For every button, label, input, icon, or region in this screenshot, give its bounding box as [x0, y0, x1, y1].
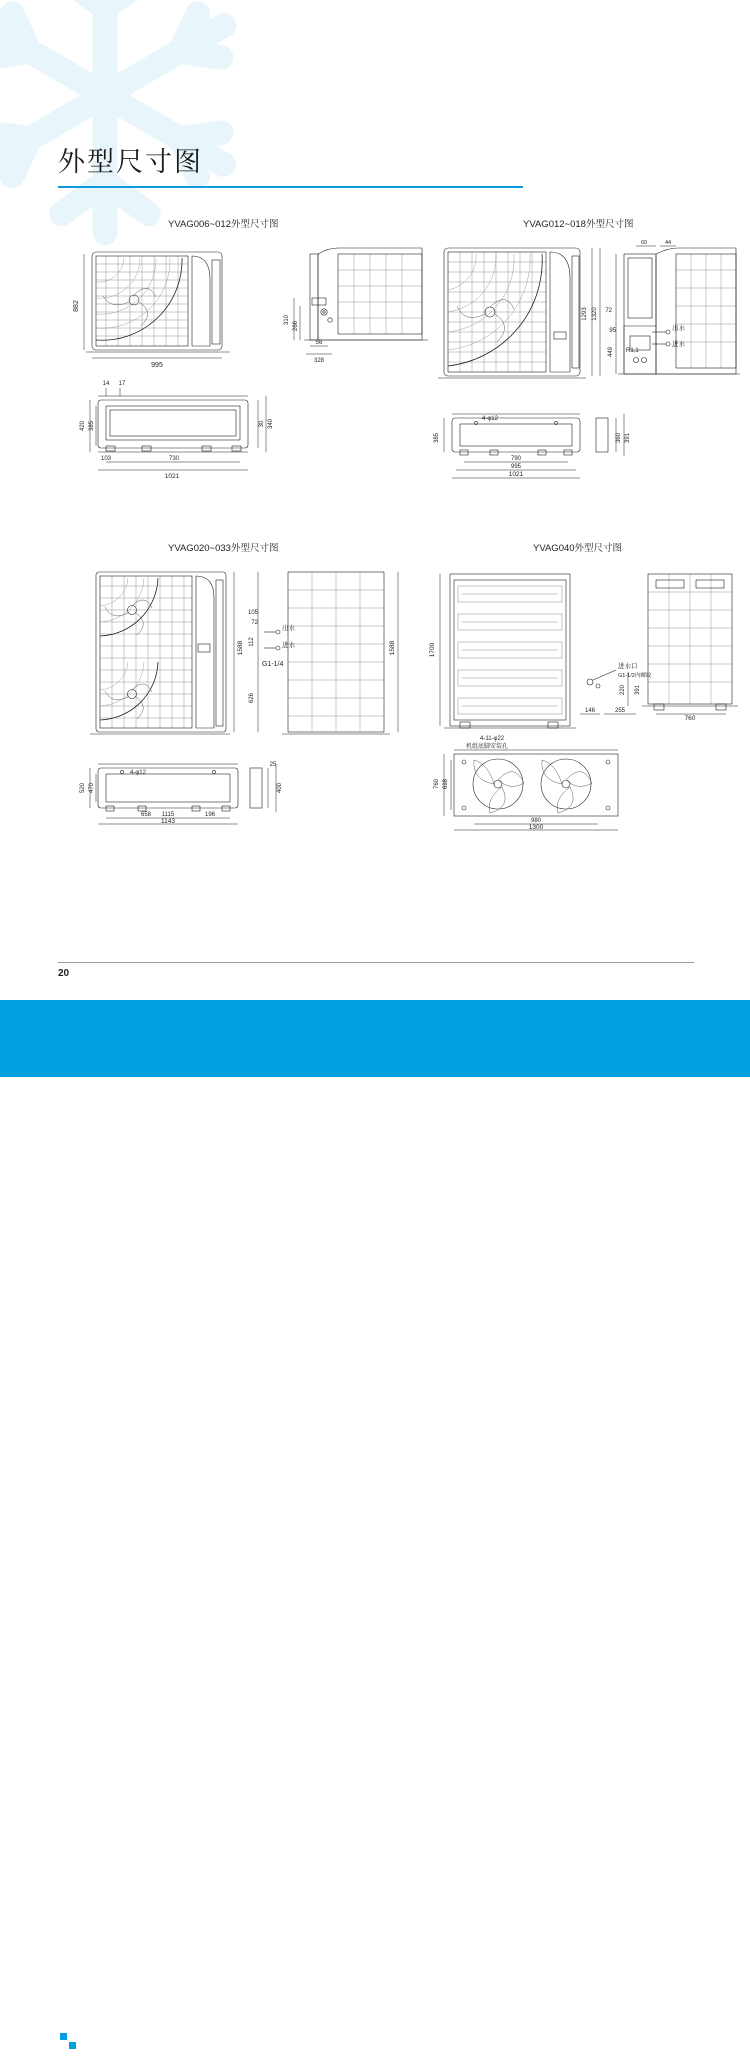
york-logo-text: YORK: [83, 2025, 160, 2056]
dim-391: 391: [625, 432, 631, 444]
figure-caption-1: YVAG006~012外型尺寸图: [168, 219, 279, 230]
figure-yvag012-018: [420, 240, 740, 490]
page-title: 外型尺寸图: [58, 147, 203, 177]
registered-mark: ®: [164, 2035, 172, 2047]
dim-1588b: 1588: [389, 640, 396, 656]
dim-995: 995: [151, 362, 163, 369]
york-logo-icon: [58, 2031, 78, 2051]
dim-790: 790: [510, 456, 522, 462]
figure-yvag006-012: [62, 240, 392, 490]
figure-yvag020-033: [62, 562, 396, 832]
dim-103: 103: [100, 456, 112, 462]
label-outlet-water: 出水: [672, 325, 685, 332]
dim-400: 400: [277, 782, 283, 794]
dim-255: 255: [614, 708, 626, 714]
dim-730: 730: [168, 456, 180, 462]
dim-658: 658: [140, 812, 152, 818]
label-g1-12-thread: G1-1/2内螺纹: [618, 673, 652, 679]
label-inlet-water: 进水: [672, 341, 685, 348]
dim-470: 470: [89, 782, 95, 794]
dim-420: 420: [80, 420, 86, 432]
dim-72: 72: [605, 308, 612, 314]
dim-995b: 995: [510, 464, 522, 470]
dim-385: 385: [89, 420, 95, 432]
dim-449: 449: [608, 346, 614, 358]
label-r11: R1,1: [626, 348, 639, 354]
label-water-inlet: 进水口: [618, 663, 638, 670]
dim-14: 14: [102, 381, 110, 387]
dim-17: 17: [118, 381, 126, 387]
dim-146: 146: [584, 708, 596, 714]
dim-310: 310: [284, 314, 290, 326]
figure-caption-2: YVAG012~018外型尺寸图: [523, 219, 634, 230]
label-outlet-water-2: 出水: [282, 625, 295, 632]
label-4-phi12-b: 4-φ12: [130, 770, 146, 776]
dim-1115: 1115: [161, 812, 175, 818]
dim-220: 220: [620, 684, 626, 696]
page-number-divider: [58, 962, 694, 963]
dim-112: 112: [249, 637, 255, 647]
dim-1300: 1300: [528, 824, 544, 831]
dim-1293: 1293: [582, 307, 588, 321]
label-g1-14: G1-1/4: [262, 661, 284, 668]
dim-56: 56: [315, 340, 323, 346]
dim-391b: 391: [635, 684, 641, 696]
dim-25: 25: [269, 762, 277, 768]
dim-105: 105: [247, 610, 258, 616]
dim-385b: 385: [434, 432, 440, 444]
dim-882: 882: [73, 300, 80, 312]
dim-196: 196: [204, 812, 216, 818]
label-4-11-phi22: 4-11-φ22: [480, 736, 505, 742]
dim-520: 520: [80, 782, 86, 794]
page-number: 20: [58, 968, 70, 979]
snowflake-watermark-icon: [0, 0, 250, 240]
label-base-mount-holes: 机组底脚安装孔: [466, 744, 509, 750]
dim-44: 44: [664, 240, 672, 246]
dim-1021b: 1021: [508, 471, 524, 478]
dim-328: 328: [313, 358, 325, 364]
dim-626: 626: [249, 692, 255, 704]
dim-1021: 1021: [164, 473, 180, 480]
dim-95: 95: [609, 328, 616, 334]
dim-760a: 760: [684, 715, 696, 722]
dim-1143: 1143: [161, 818, 175, 825]
dim-60: 60: [640, 240, 648, 246]
dim-1700: 1700: [429, 642, 436, 658]
label-inlet-water-2: 进水: [282, 642, 295, 649]
title-divider: [58, 186, 523, 188]
label-4-phi12: 4-φ12: [482, 416, 498, 422]
figure-caption-4: YVAG040外型尺寸图: [533, 543, 623, 554]
york-logo: [58, 2025, 172, 2056]
dim-1320: 1320: [592, 307, 598, 321]
dim-698: 698: [443, 778, 449, 790]
dim-760b: 760: [434, 778, 440, 790]
dim-72b: 72: [251, 620, 258, 626]
figure-caption-3: YVAG020~033外型尺寸图: [168, 543, 279, 554]
dim-980: 980: [530, 818, 542, 824]
footer-bar: [0, 1000, 750, 2056]
dim-360: 360: [616, 432, 622, 444]
dim-1588a: 1588: [237, 640, 244, 656]
dim-266: 266: [293, 320, 299, 332]
figure-yvag040: [420, 562, 740, 832]
dim-340: 340: [268, 418, 274, 430]
dim-30: 30: [259, 420, 265, 428]
